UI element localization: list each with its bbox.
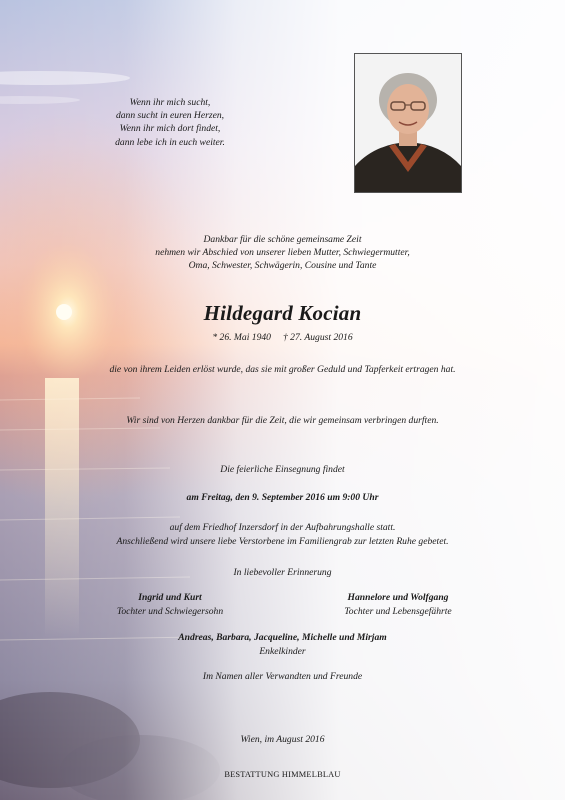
suffering-text: die von ihrem Leiden erlöst wurde, das sie mit großer Geduld und Tapferkeit ertragen hat.: [109, 364, 456, 375]
poem-line: Wenn ihr mich sucht,: [129, 97, 211, 108]
life-dates: [0, 332, 565, 343]
mourner-group-grandchildren: [0, 631, 565, 659]
mourner-relation: Enkelkinder: [259, 646, 306, 657]
mourner-group-left: [70, 591, 270, 619]
mourner-names: Hannelore und Wolfgang: [347, 592, 449, 603]
death-date: † 27. August 2016: [282, 332, 353, 343]
poem-line: dann lebe ich in euch weiter.: [115, 136, 225, 148]
place-date: Wien, im August 2016: [240, 734, 325, 745]
burial-text: Anschließend wird unsere liebe Verstorbene im Familiengrab zur letzten Ruhe gebetet.: [116, 536, 449, 547]
mourner-relation: Tochter und Schwiegersohn: [116, 606, 224, 617]
intro-line: nehmen wir Abschied von unserer lieben Mutter, Schwiegermutter,: [155, 247, 410, 259]
remembrance-heading: In liebevoller Erinnerung: [233, 567, 332, 578]
birth-date: * 26. Mai 1940: [212, 332, 271, 343]
gratitude-text: Wir sind von Herzen dankbar für die Zeit, die wir gemeinsam verbringen durften.: [126, 415, 439, 426]
ceremony-place: auf dem Friedhof Inzersdorf in der Aufbahrungshalle statt.: [169, 522, 396, 533]
poem-line: Wenn ihr mich dort findet,: [119, 123, 221, 135]
intro-line: Dankbar für die schöne gemeinsame Zeit: [203, 234, 362, 245]
relatives-text: Im Namen aller Verwandten und Freunde: [202, 671, 363, 682]
mourner-group-right: [298, 591, 498, 619]
mourner-names: Andreas, Barbara, Jacqueline, Michelle und Mirjam: [178, 632, 387, 643]
intro-line: Oma, Schwester, Schwägerin, Cousine und Tante: [188, 260, 377, 272]
ceremony-datetime: am Freitag, den 9. September 2016 um 9:00 Uhr: [186, 492, 379, 503]
ceremony-announcement: Die feierliche Einsegnung findet: [220, 464, 345, 475]
poem-line: dann sucht in euren Herzen,: [115, 110, 225, 122]
deceased-name: Hildegard Kocian: [203, 301, 362, 325]
undertaker-name: BESTATTUNG HIMMELBLAU: [224, 770, 341, 779]
poem: [95, 96, 245, 149]
mourner-names: Ingrid und Kurt: [138, 592, 202, 603]
portrait-photo: [354, 53, 462, 193]
intro: [0, 233, 565, 273]
mourner-relation: Tochter und Lebensgefährte: [344, 606, 452, 617]
